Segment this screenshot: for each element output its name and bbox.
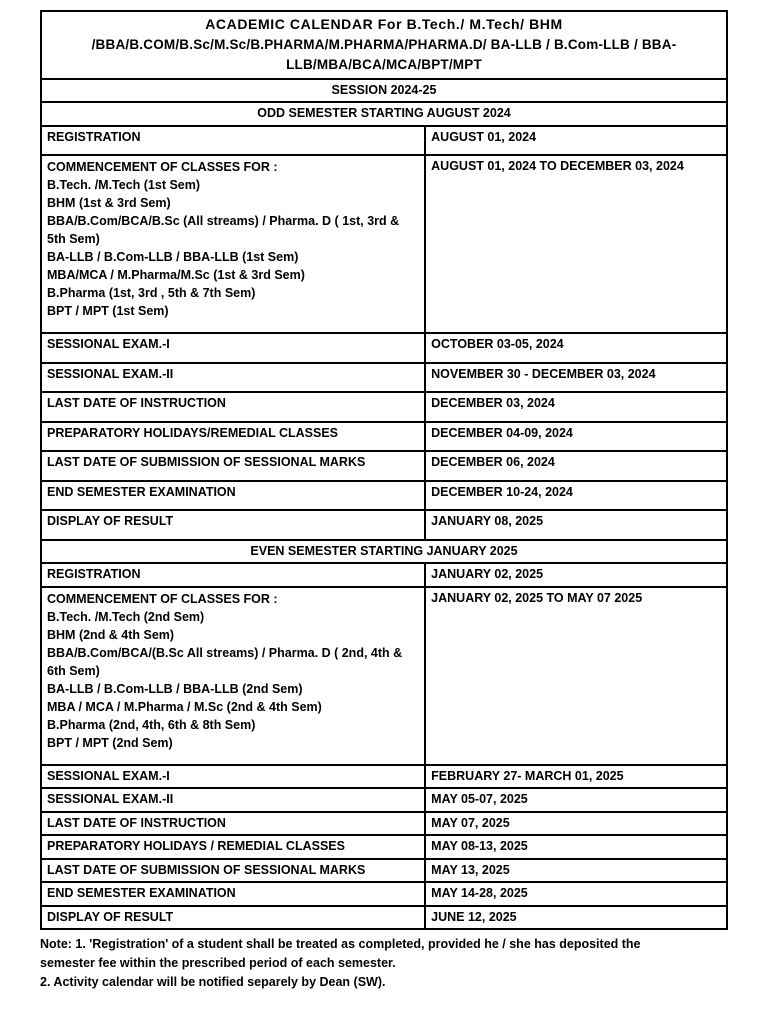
- row-label: [41, 451, 425, 481]
- semester-heading-row: [41, 102, 727, 126]
- calendar-body: [41, 11, 727, 929]
- table-row: [41, 451, 727, 481]
- row-label: [41, 882, 425, 906]
- row-label: [41, 835, 425, 859]
- row-label-line: BHM (1st & 3rd Sem): [47, 196, 171, 210]
- row-value: MAY 08-13, 2025: [425, 835, 727, 859]
- row-label-line: DISPLAY OF RESULT: [47, 909, 174, 924]
- row-value: MAY 13, 2025: [425, 859, 727, 883]
- row-label-line: B.Pharma (2nd, 4th, 6th & 8th Sem): [47, 717, 256, 732]
- row-label: [41, 788, 425, 812]
- row-label: [41, 392, 425, 422]
- table-row: [41, 363, 727, 393]
- row-label-line: LAST DATE OF INSTRUCTION: [47, 815, 226, 830]
- table-row: [41, 392, 727, 422]
- table-row: [41, 906, 727, 930]
- page-title: [41, 11, 727, 79]
- row-label-line: BPT / MPT (2nd Sem): [47, 735, 173, 750]
- row-label-line: SESSIONAL EXAM.-II: [47, 366, 174, 381]
- row-label-line: COMMENCEMENT OF CLASSES FOR :: [47, 160, 278, 174]
- row-label-line: END SEMESTER EXAMINATION: [47, 886, 236, 900]
- row-label: [41, 859, 425, 883]
- row-label-line: LAST DATE OF SUBMISSION OF SESSIONAL MARKS: [47, 455, 366, 469]
- row-value: FEBRUARY 27- MARCH 01, 2025: [425, 765, 727, 789]
- semester-heading-row: [41, 540, 727, 564]
- row-value: AUGUST 01, 2024: [425, 126, 727, 156]
- row-label-line: BPT / MPT (1st Sem): [47, 304, 169, 318]
- row-label: [41, 587, 425, 765]
- session-label: SESSION 2024-25: [41, 79, 727, 103]
- row-label: [41, 765, 425, 789]
- note-line: Note: 1. 'Registration' of a student shall be treated as completed, provided he / she has deposited the semester fee within the prescribed period of each semester.: [40, 937, 641, 970]
- row-label-line: SESSIONAL EXAM.-I: [47, 768, 170, 783]
- row-value: JUNE 12, 2025: [425, 906, 727, 930]
- table-row: [41, 481, 727, 511]
- table-row: [41, 155, 727, 333]
- row-label: [41, 481, 425, 511]
- row-label-line: LAST DATE OF SUBMISSION OF SESSIONAL MARKS: [47, 862, 366, 877]
- table-row: [41, 788, 727, 812]
- table-row: [41, 859, 727, 883]
- row-label-line: BA-LLB / B.Com-LLB / BBA-LLB (2nd Sem): [47, 681, 303, 696]
- table-row: [41, 510, 727, 540]
- table-row: [41, 126, 727, 156]
- row-value: JANUARY 02, 2025: [425, 563, 727, 587]
- notes: [40, 935, 688, 991]
- row-value: JANUARY 08, 2025: [425, 510, 727, 540]
- row-label-line: PREPARATORY HOLIDAYS / REMEDIAL CLASSES: [47, 839, 345, 853]
- row-label-line: 6th Sem): [47, 663, 100, 678]
- session-row: [41, 79, 727, 103]
- row-label-line: LAST DATE OF INSTRUCTION: [47, 396, 226, 410]
- row-label-line: DISPLAY OF RESULT: [47, 514, 174, 528]
- row-label-line: COMMENCEMENT OF CLASSES FOR :: [47, 591, 278, 606]
- table-row: [41, 882, 727, 906]
- row-label-line: SESSIONAL EXAM.-II: [47, 792, 174, 806]
- table-row: [41, 333, 727, 363]
- row-label: [41, 126, 425, 156]
- row-value: MAY 14-28, 2025: [425, 882, 727, 906]
- academic-calendar-document: [40, 10, 728, 991]
- row-label: [41, 333, 425, 363]
- row-label-line: BA-LLB / B.Com-LLB / BBA-LLB (1st Sem): [47, 250, 299, 264]
- title-row: [41, 11, 727, 79]
- row-label-line: B.Tech. /M.Tech (2nd Sem): [47, 609, 205, 624]
- row-label: [41, 510, 425, 540]
- row-value: NOVEMBER 30 - DECEMBER 03, 2024: [425, 363, 727, 393]
- row-label-line: MBA / MCA / M.Pharma / M.Sc (2nd & 4th Sem): [47, 699, 322, 714]
- table-row: [41, 563, 727, 587]
- row-value: MAY 07, 2025: [425, 812, 727, 836]
- row-label-line: B.Tech. /M.Tech (1st Sem): [47, 178, 201, 192]
- table-row: [41, 765, 727, 789]
- row-label-line: PREPARATORY HOLIDAYS/REMEDIAL CLASSES: [47, 425, 339, 440]
- row-label-line: 5th Sem): [47, 232, 100, 246]
- row-value: AUGUST 01, 2024 TO DECEMBER 03, 2024: [425, 155, 727, 333]
- row-label: [41, 422, 425, 452]
- title-line: LLB/MBA/BCA/MCA/BPT/MPT: [286, 57, 482, 73]
- row-label: [41, 812, 425, 836]
- note-line: 2. Activity calendar will be notified separely by Dean (SW).: [40, 974, 386, 989]
- row-label-line: BBA/B.Com/BCA/B.Sc (All streams) / Pharma. D ( 1st, 3rd &: [47, 214, 400, 228]
- row-value: JANUARY 02, 2025 TO MAY 07 2025: [425, 587, 727, 765]
- row-label-line: BBA/B.Com/BCA/(B.Sc All streams) / Pharma. D ( 2nd, 4th &: [47, 645, 403, 660]
- row-value: OCTOBER 03-05, 2024: [425, 333, 727, 363]
- row-value: DECEMBER 03, 2024: [425, 392, 727, 422]
- row-value: DECEMBER 10-24, 2024: [425, 481, 727, 511]
- row-label: [41, 363, 425, 393]
- title-line: ACADEMIC CALENDAR For B.Tech./ M.Tech/ BHM: [205, 16, 563, 32]
- row-value: MAY 05-07, 2025: [425, 788, 727, 812]
- row-label: [41, 906, 425, 930]
- row-label-line: END SEMESTER EXAMINATION: [47, 484, 236, 499]
- table-row: [41, 812, 727, 836]
- row-value: DECEMBER 06, 2024: [425, 451, 727, 481]
- semester-heading: ODD SEMESTER STARTING AUGUST 2024: [41, 102, 727, 126]
- row-label-line: B.Pharma (1st, 3rd , 5th & 7th Sem): [47, 286, 256, 300]
- title-line: /BBA/B.COM/B.Sc/M.Sc/B.PHARMA/M.PHARMA/PHARMA.D/ BA-LLB / B.Com-LLB / BBA-: [91, 37, 677, 52]
- row-label-line: REGISTRATION: [47, 129, 141, 144]
- row-label: [41, 563, 425, 587]
- table-row: [41, 835, 727, 859]
- row-label-line: SESSIONAL EXAM.-I: [47, 337, 170, 351]
- row-value: DECEMBER 04-09, 2024: [425, 422, 727, 452]
- row-label-line: MBA/MCA / M.Pharma/M.Sc (1st & 3rd Sem): [47, 268, 305, 282]
- semester-heading: EVEN SEMESTER STARTING JANUARY 2025: [41, 540, 727, 564]
- table-row: [41, 422, 727, 452]
- calendar-table: [40, 10, 728, 930]
- row-label-line: BHM (2nd & 4th Sem): [47, 627, 175, 642]
- row-label-line: REGISTRATION: [47, 567, 141, 581]
- table-row: [41, 587, 727, 765]
- row-label: [41, 155, 425, 333]
